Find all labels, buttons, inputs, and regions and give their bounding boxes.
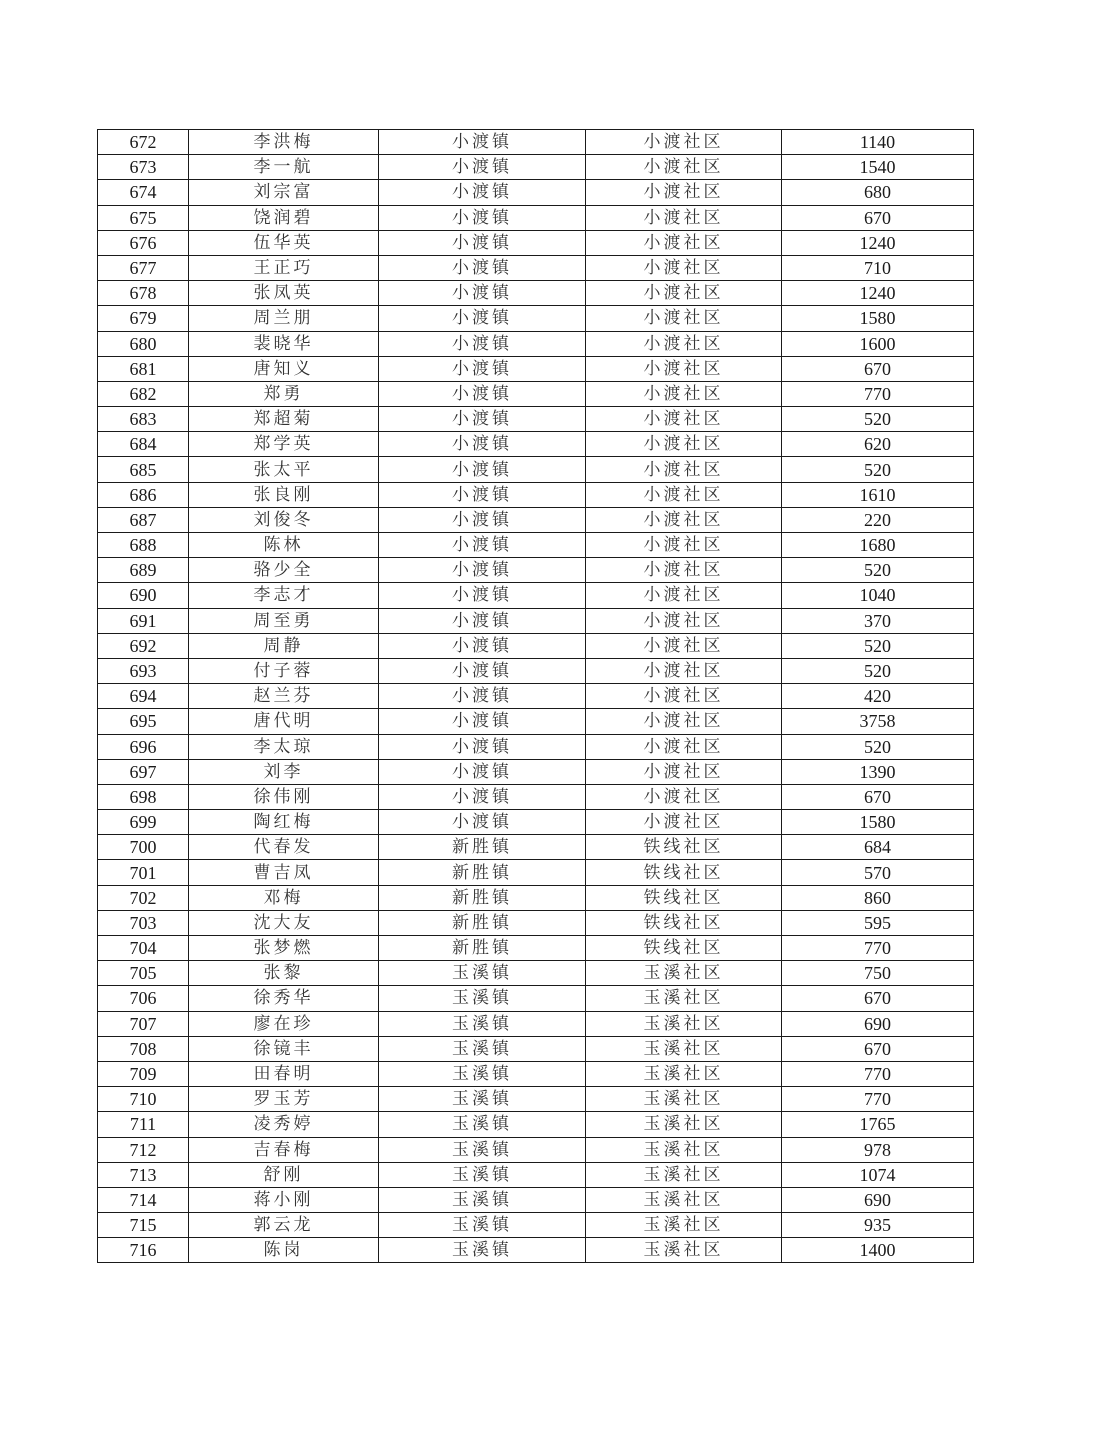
table-row xyxy=(98,658,974,683)
serial-number-cell: 712 xyxy=(98,1137,189,1162)
person-name-cell: 曹吉凤 xyxy=(189,860,379,885)
community-cell: 小渡社区 xyxy=(586,306,782,331)
town-cell: 小渡镇 xyxy=(379,381,586,406)
amount-cell: 1140 xyxy=(782,130,974,155)
town-cell: 小渡镇 xyxy=(379,180,586,205)
town-cell: 玉溪镇 xyxy=(379,1238,586,1263)
community-cell: 玉溪社区 xyxy=(586,1187,782,1212)
community-cell: 小渡社区 xyxy=(586,432,782,457)
community-cell: 玉溪社区 xyxy=(586,1112,782,1137)
person-name-cell: 骆少全 xyxy=(189,558,379,583)
table-row xyxy=(98,633,974,658)
table-row xyxy=(98,306,974,331)
person-name-cell: 饶润碧 xyxy=(189,205,379,230)
serial-number-cell: 682 xyxy=(98,381,189,406)
amount-cell: 570 xyxy=(782,860,974,885)
town-cell: 玉溪镇 xyxy=(379,1137,586,1162)
community-cell: 铁线社区 xyxy=(586,936,782,961)
table-row xyxy=(98,356,974,381)
table-row xyxy=(98,1213,974,1238)
person-name-cell: 廖在珍 xyxy=(189,1011,379,1036)
person-name-cell: 唐知义 xyxy=(189,356,379,381)
town-cell: 玉溪镇 xyxy=(379,1011,586,1036)
amount-cell: 1040 xyxy=(782,583,974,608)
town-cell: 小渡镇 xyxy=(379,482,586,507)
serial-number-cell: 711 xyxy=(98,1112,189,1137)
serial-number-cell: 686 xyxy=(98,482,189,507)
town-cell: 小渡镇 xyxy=(379,784,586,809)
town-cell: 小渡镇 xyxy=(379,709,586,734)
town-cell: 小渡镇 xyxy=(379,583,586,608)
table-row xyxy=(98,1011,974,1036)
person-name-cell: 刘俊冬 xyxy=(189,507,379,532)
serial-number-cell: 710 xyxy=(98,1087,189,1112)
serial-number-cell: 677 xyxy=(98,255,189,280)
town-cell: 小渡镇 xyxy=(379,810,586,835)
town-cell: 小渡镇 xyxy=(379,633,586,658)
table-row xyxy=(98,936,974,961)
town-cell: 小渡镇 xyxy=(379,759,586,784)
person-name-cell: 张黎 xyxy=(189,961,379,986)
town-cell: 新胜镇 xyxy=(379,835,586,860)
community-cell: 小渡社区 xyxy=(586,457,782,482)
roster-table-body xyxy=(98,130,974,1263)
community-cell: 小渡社区 xyxy=(586,331,782,356)
community-cell: 小渡社区 xyxy=(586,608,782,633)
community-cell: 小渡社区 xyxy=(586,784,782,809)
amount-cell: 770 xyxy=(782,1061,974,1086)
table-row xyxy=(98,432,974,457)
serial-number-cell: 674 xyxy=(98,180,189,205)
community-cell: 小渡社区 xyxy=(586,281,782,306)
community-cell: 小渡社区 xyxy=(586,356,782,381)
town-cell: 新胜镇 xyxy=(379,860,586,885)
table-row xyxy=(98,810,974,835)
table-row xyxy=(98,558,974,583)
person-name-cell: 周静 xyxy=(189,633,379,658)
amount-cell: 595 xyxy=(782,910,974,935)
person-name-cell: 沈大友 xyxy=(189,910,379,935)
serial-number-cell: 681 xyxy=(98,356,189,381)
person-name-cell: 吉春梅 xyxy=(189,1137,379,1162)
town-cell: 小渡镇 xyxy=(379,658,586,683)
table-row xyxy=(98,860,974,885)
serial-number-cell: 695 xyxy=(98,709,189,734)
table-row xyxy=(98,255,974,280)
serial-number-cell: 673 xyxy=(98,155,189,180)
town-cell: 小渡镇 xyxy=(379,306,586,331)
community-cell: 小渡社区 xyxy=(586,759,782,784)
person-name-cell: 郑超菊 xyxy=(189,407,379,432)
community-cell: 小渡社区 xyxy=(586,407,782,432)
town-cell: 玉溪镇 xyxy=(379,1213,586,1238)
serial-number-cell: 705 xyxy=(98,961,189,986)
serial-number-cell: 707 xyxy=(98,1011,189,1036)
town-cell: 玉溪镇 xyxy=(379,1061,586,1086)
serial-number-cell: 689 xyxy=(98,558,189,583)
community-cell: 小渡社区 xyxy=(586,558,782,583)
serial-number-cell: 715 xyxy=(98,1213,189,1238)
amount-cell: 1390 xyxy=(782,759,974,784)
serial-number-cell: 698 xyxy=(98,784,189,809)
person-name-cell: 徐伟刚 xyxy=(189,784,379,809)
town-cell: 小渡镇 xyxy=(379,432,586,457)
table-row xyxy=(98,1112,974,1137)
table-row xyxy=(98,130,974,155)
serial-number-cell: 691 xyxy=(98,608,189,633)
community-cell: 玉溪社区 xyxy=(586,961,782,986)
person-name-cell: 郑学英 xyxy=(189,432,379,457)
person-name-cell: 舒刚 xyxy=(189,1162,379,1187)
amount-cell: 520 xyxy=(782,734,974,759)
community-cell: 小渡社区 xyxy=(586,533,782,558)
town-cell: 小渡镇 xyxy=(379,205,586,230)
serial-number-cell: 684 xyxy=(98,432,189,457)
table-row xyxy=(98,709,974,734)
amount-cell: 1765 xyxy=(782,1112,974,1137)
person-name-cell: 赵兰芬 xyxy=(189,684,379,709)
table-row xyxy=(98,155,974,180)
serial-number-cell: 675 xyxy=(98,205,189,230)
town-cell: 玉溪镇 xyxy=(379,961,586,986)
town-cell: 小渡镇 xyxy=(379,331,586,356)
town-cell: 玉溪镇 xyxy=(379,1112,586,1137)
person-name-cell: 徐镜丰 xyxy=(189,1036,379,1061)
amount-cell: 670 xyxy=(782,986,974,1011)
amount-cell: 770 xyxy=(782,1087,974,1112)
serial-number-cell: 700 xyxy=(98,835,189,860)
person-name-cell: 陈岗 xyxy=(189,1238,379,1263)
community-cell: 玉溪社区 xyxy=(586,1036,782,1061)
town-cell: 玉溪镇 xyxy=(379,1162,586,1187)
amount-cell: 3758 xyxy=(782,709,974,734)
amount-cell: 680 xyxy=(782,180,974,205)
person-name-cell: 陶红梅 xyxy=(189,810,379,835)
amount-cell: 420 xyxy=(782,684,974,709)
serial-number-cell: 679 xyxy=(98,306,189,331)
amount-cell: 1074 xyxy=(782,1162,974,1187)
amount-cell: 620 xyxy=(782,432,974,457)
serial-number-cell: 702 xyxy=(98,885,189,910)
table-row xyxy=(98,986,974,1011)
table-row xyxy=(98,1162,974,1187)
amount-cell: 370 xyxy=(782,608,974,633)
table-row xyxy=(98,381,974,406)
person-name-cell: 郑勇 xyxy=(189,381,379,406)
person-name-cell: 唐代明 xyxy=(189,709,379,734)
serial-number-cell: 672 xyxy=(98,130,189,155)
town-cell: 小渡镇 xyxy=(379,608,586,633)
person-name-cell: 李太琼 xyxy=(189,734,379,759)
town-cell: 小渡镇 xyxy=(379,356,586,381)
table-row xyxy=(98,583,974,608)
town-cell: 玉溪镇 xyxy=(379,1187,586,1212)
town-cell: 玉溪镇 xyxy=(379,1087,586,1112)
person-name-cell: 张良刚 xyxy=(189,482,379,507)
table-row xyxy=(98,734,974,759)
community-cell: 玉溪社区 xyxy=(586,1137,782,1162)
serial-number-cell: 693 xyxy=(98,658,189,683)
amount-cell: 520 xyxy=(782,658,974,683)
amount-cell: 978 xyxy=(782,1137,974,1162)
person-name-cell: 凌秀婷 xyxy=(189,1112,379,1137)
amount-cell: 670 xyxy=(782,1036,974,1061)
town-cell: 小渡镇 xyxy=(379,155,586,180)
person-name-cell: 蒋小刚 xyxy=(189,1187,379,1212)
table-row xyxy=(98,180,974,205)
amount-cell: 770 xyxy=(782,381,974,406)
community-cell: 玉溪社区 xyxy=(586,1087,782,1112)
serial-number-cell: 716 xyxy=(98,1238,189,1263)
serial-number-cell: 680 xyxy=(98,331,189,356)
person-name-cell: 张梦燃 xyxy=(189,936,379,961)
community-cell: 小渡社区 xyxy=(586,230,782,255)
serial-number-cell: 704 xyxy=(98,936,189,961)
community-cell: 玉溪社区 xyxy=(586,1011,782,1036)
amount-cell: 684 xyxy=(782,835,974,860)
town-cell: 玉溪镇 xyxy=(379,986,586,1011)
community-cell: 小渡社区 xyxy=(586,583,782,608)
community-cell: 小渡社区 xyxy=(586,734,782,759)
amount-cell: 1540 xyxy=(782,155,974,180)
table-row xyxy=(98,759,974,784)
community-cell: 玉溪社区 xyxy=(586,1061,782,1086)
amount-cell: 690 xyxy=(782,1011,974,1036)
table-row xyxy=(98,1137,974,1162)
serial-number-cell: 688 xyxy=(98,533,189,558)
community-cell: 铁线社区 xyxy=(586,860,782,885)
town-cell: 玉溪镇 xyxy=(379,1036,586,1061)
person-name-cell: 刘宗富 xyxy=(189,180,379,205)
community-cell: 小渡社区 xyxy=(586,633,782,658)
serial-number-cell: 683 xyxy=(98,407,189,432)
table-row xyxy=(98,684,974,709)
amount-cell: 520 xyxy=(782,407,974,432)
person-name-cell: 付子蓉 xyxy=(189,658,379,683)
community-cell: 玉溪社区 xyxy=(586,1238,782,1263)
person-name-cell: 刘李 xyxy=(189,759,379,784)
community-cell: 小渡社区 xyxy=(586,155,782,180)
community-cell: 玉溪社区 xyxy=(586,1213,782,1238)
town-cell: 小渡镇 xyxy=(379,457,586,482)
amount-cell: 520 xyxy=(782,457,974,482)
amount-cell: 1400 xyxy=(782,1238,974,1263)
town-cell: 小渡镇 xyxy=(379,533,586,558)
table-row xyxy=(98,885,974,910)
community-cell: 铁线社区 xyxy=(586,835,782,860)
serial-number-cell: 690 xyxy=(98,583,189,608)
person-name-cell: 王正巧 xyxy=(189,255,379,280)
amount-cell: 1580 xyxy=(782,306,974,331)
town-cell: 新胜镇 xyxy=(379,885,586,910)
community-cell: 小渡社区 xyxy=(586,130,782,155)
serial-number-cell: 692 xyxy=(98,633,189,658)
amount-cell: 710 xyxy=(782,255,974,280)
serial-number-cell: 708 xyxy=(98,1036,189,1061)
community-cell: 小渡社区 xyxy=(586,381,782,406)
amount-cell: 1610 xyxy=(782,482,974,507)
serial-number-cell: 706 xyxy=(98,986,189,1011)
town-cell: 小渡镇 xyxy=(379,558,586,583)
person-name-cell: 张凤英 xyxy=(189,281,379,306)
person-name-cell: 罗玉芳 xyxy=(189,1087,379,1112)
town-cell: 小渡镇 xyxy=(379,507,586,532)
serial-number-cell: 697 xyxy=(98,759,189,784)
serial-number-cell: 676 xyxy=(98,230,189,255)
town-cell: 小渡镇 xyxy=(379,130,586,155)
person-name-cell: 李志才 xyxy=(189,583,379,608)
amount-cell: 520 xyxy=(782,558,974,583)
person-name-cell: 李一航 xyxy=(189,155,379,180)
community-cell: 小渡社区 xyxy=(586,810,782,835)
amount-cell: 520 xyxy=(782,633,974,658)
community-cell: 铁线社区 xyxy=(586,885,782,910)
table-row xyxy=(98,281,974,306)
person-name-cell: 李洪梅 xyxy=(189,130,379,155)
person-name-cell: 邓梅 xyxy=(189,885,379,910)
person-name-cell: 周至勇 xyxy=(189,608,379,633)
roster-table xyxy=(97,129,974,1263)
amount-cell: 860 xyxy=(782,885,974,910)
serial-number-cell: 709 xyxy=(98,1061,189,1086)
table-row xyxy=(98,1061,974,1086)
person-name-cell: 周兰朋 xyxy=(189,306,379,331)
town-cell: 新胜镇 xyxy=(379,936,586,961)
amount-cell: 670 xyxy=(782,356,974,381)
community-cell: 铁线社区 xyxy=(586,910,782,935)
amount-cell: 1600 xyxy=(782,331,974,356)
town-cell: 小渡镇 xyxy=(379,281,586,306)
table-row xyxy=(98,457,974,482)
community-cell: 玉溪社区 xyxy=(586,986,782,1011)
serial-number-cell: 713 xyxy=(98,1162,189,1187)
amount-cell: 1580 xyxy=(782,810,974,835)
town-cell: 小渡镇 xyxy=(379,684,586,709)
serial-number-cell: 678 xyxy=(98,281,189,306)
serial-number-cell: 694 xyxy=(98,684,189,709)
amount-cell: 770 xyxy=(782,936,974,961)
amount-cell: 670 xyxy=(782,784,974,809)
town-cell: 小渡镇 xyxy=(379,734,586,759)
community-cell: 小渡社区 xyxy=(586,658,782,683)
community-cell: 小渡社区 xyxy=(586,684,782,709)
table-row xyxy=(98,835,974,860)
amount-cell: 750 xyxy=(782,961,974,986)
amount-cell: 220 xyxy=(782,507,974,532)
table-row xyxy=(98,507,974,532)
amount-cell: 1240 xyxy=(782,230,974,255)
town-cell: 小渡镇 xyxy=(379,407,586,432)
table-row xyxy=(98,608,974,633)
community-cell: 小渡社区 xyxy=(586,482,782,507)
serial-number-cell: 685 xyxy=(98,457,189,482)
table-row xyxy=(98,910,974,935)
serial-number-cell: 703 xyxy=(98,910,189,935)
person-name-cell: 田春明 xyxy=(189,1061,379,1086)
serial-number-cell: 701 xyxy=(98,860,189,885)
table-row xyxy=(98,230,974,255)
community-cell: 小渡社区 xyxy=(586,180,782,205)
serial-number-cell: 696 xyxy=(98,734,189,759)
town-cell: 新胜镇 xyxy=(379,910,586,935)
town-cell: 小渡镇 xyxy=(379,230,586,255)
community-cell: 小渡社区 xyxy=(586,709,782,734)
table-row xyxy=(98,1238,974,1263)
amount-cell: 690 xyxy=(782,1187,974,1212)
person-name-cell: 裴晓华 xyxy=(189,331,379,356)
amount-cell: 670 xyxy=(782,205,974,230)
person-name-cell: 伍华英 xyxy=(189,230,379,255)
community-cell: 小渡社区 xyxy=(586,205,782,230)
person-name-cell: 张太平 xyxy=(189,457,379,482)
serial-number-cell: 714 xyxy=(98,1187,189,1212)
person-name-cell: 郭云龙 xyxy=(189,1213,379,1238)
community-cell: 小渡社区 xyxy=(586,507,782,532)
community-cell: 小渡社区 xyxy=(586,255,782,280)
table-row xyxy=(98,961,974,986)
person-name-cell: 徐秀华 xyxy=(189,986,379,1011)
table-row xyxy=(98,533,974,558)
table-row xyxy=(98,1187,974,1212)
table-row xyxy=(98,205,974,230)
serial-number-cell: 687 xyxy=(98,507,189,532)
amount-cell: 1240 xyxy=(782,281,974,306)
table-row xyxy=(98,1036,974,1061)
town-cell: 小渡镇 xyxy=(379,255,586,280)
table-row xyxy=(98,1087,974,1112)
person-name-cell: 陈林 xyxy=(189,533,379,558)
table-row xyxy=(98,784,974,809)
amount-cell: 935 xyxy=(782,1213,974,1238)
amount-cell: 1680 xyxy=(782,533,974,558)
table-row xyxy=(98,407,974,432)
table-row xyxy=(98,482,974,507)
community-cell: 玉溪社区 xyxy=(586,1162,782,1187)
table-row xyxy=(98,331,974,356)
person-name-cell: 代春发 xyxy=(189,835,379,860)
serial-number-cell: 699 xyxy=(98,810,189,835)
